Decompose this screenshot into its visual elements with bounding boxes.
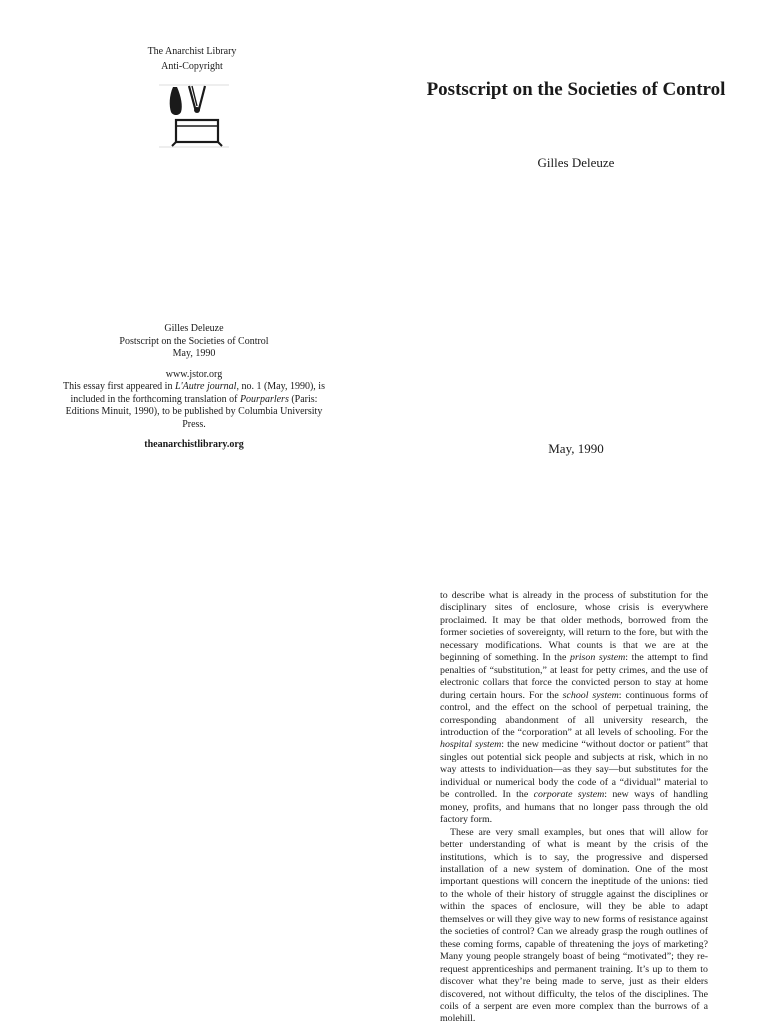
- essay-body: [440, 590, 708, 1026]
- colophon-date: May, 1990: [172, 348, 216, 359]
- journal-name: L'Autre journal: [174, 381, 237, 392]
- colophon: [60, 323, 328, 452]
- library-name: The Anarchist Library: [147, 46, 237, 57]
- colophon-title: Postscript on the Societies of Control: [119, 335, 269, 347]
- author-name: Gilles Deleuze: [537, 155, 615, 170]
- colophon-source-link[interactable]: www.jstor.org: [165, 368, 223, 380]
- library-header: [0, 44, 384, 74]
- book-name: Pourparlers: [239, 393, 289, 405]
- page-title: Postscript on the Societies of Control: [426, 79, 726, 100]
- left-page: [0, 0, 384, 1024]
- website-link[interactable]: theanarchistlibrary.org: [144, 439, 244, 450]
- colophon-publication-note: This essay first appeared in L'Autre journal, no. 1 (May, 1990), is included in the forthcoming translation of Pourparlers (Paris: Editions Minuit, 1990), to be published by Columbia University Press.: [63, 381, 325, 430]
- publication-date: May, 1990: [548, 441, 604, 456]
- paragraph-2: These are very small examples, but ones that will allow for better understanding of what is meant by the crisis of the institutions, which is to say, the progressive and dispersed installation of a new system of domination. One of the most important questions will concern the ineptitude of the unions: tied to the whole of their history of struggle against the disciplines or within the spaces of enclosure, will they be able to adapt themselves or will they give way to new forms of resistance against the societies of control? Can we already grasp the rough outlines of these coming forms, capable of threatening the joys of marketing? Many young people strangely boast of being “motivated”; they re-request apprenticeships and permanent training. It’s up to them to discover what they’re being made to serve, just as their elders discovered, not without difficulty, the telos of the disciplines. The coils of a serpent are even more complex than the burrows of a molehill.: [440, 826, 708, 1025]
- paragraph-1: to describe what is already in the process of substitution for the disciplinary sites of enclosure, whose crisis is everywhere proclaimed. It may be that older methods, borrowed from the former societies of sovereignty, will return to the fore, but with the necessary modifications. What counts is that we are at the beginning of something. In the prison system: the attempt to find penalties of “substitution,” at least for petty crimes, and the use of electronic collars that force the convicted person to stay at home during certain hours. For the school system: continuous forms of control, and the effect on the school of perpetual training, the corresponding abandonment of all university research, the introduction of the “corporation” at all levels of schooling. For the hospital system: the new medicine “without doctor or patient” that singles out potential sick people and subjects at risk, which in no way attests to individuation—as they say—but substitutes for the individual or numerical body the code of a “dividual” material to be controlled. In the corporate system: new ways of handling money, profits, and humans that no longer pass through the old factory form.: [440, 590, 708, 826]
- anarchist-library-logo-icon: [159, 82, 229, 150]
- copyright-notice: Anti-Copyright: [161, 61, 223, 72]
- colophon-author: Gilles Deleuze: [164, 323, 224, 334]
